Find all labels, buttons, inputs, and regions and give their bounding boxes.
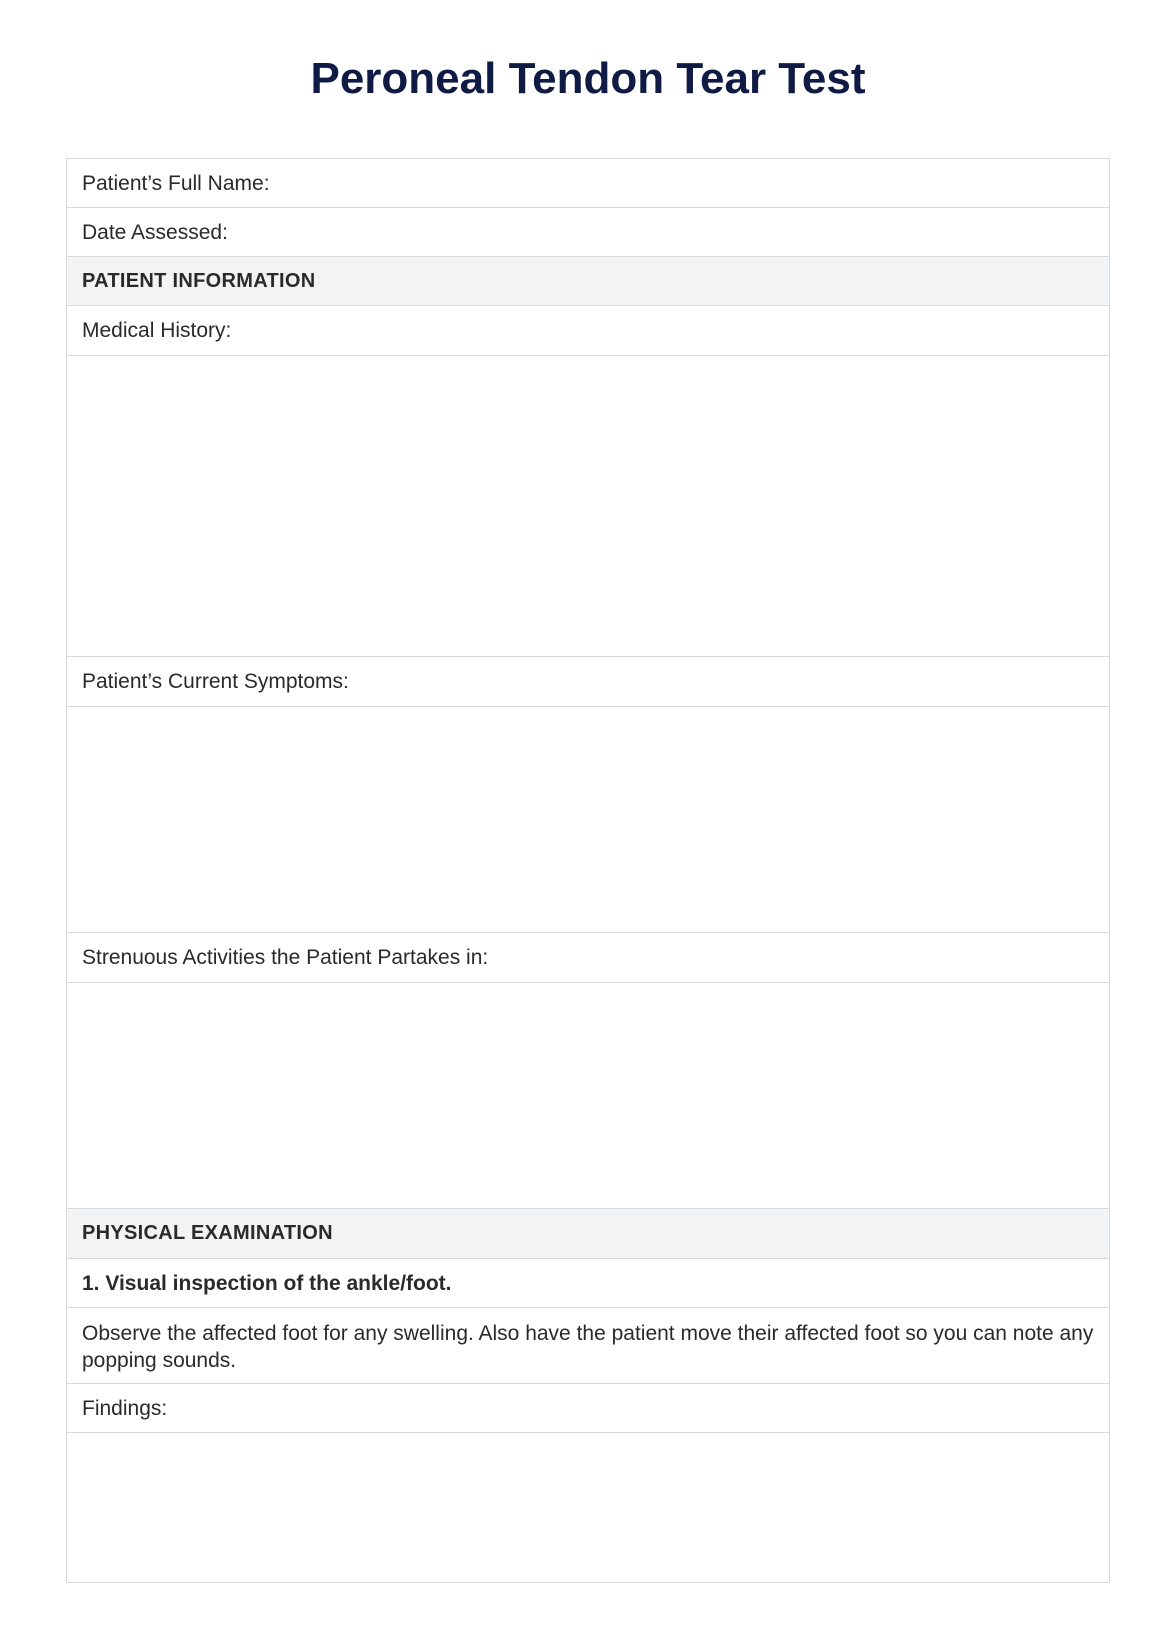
section-title: PHYSICAL EXAMINATION — [82, 1222, 333, 1244]
full-name-field[interactable] — [67, 159, 1109, 208]
exam-instructions-row — [67, 1308, 1109, 1384]
assessment-form — [66, 158, 1110, 1583]
medical-history-input-area[interactable] — [67, 356, 1109, 657]
exam-instructions: Observe the affected foot for any swelling. Also have the patient move their affected foot so you can note any popping sounds. — [82, 1321, 1094, 1372]
findings-input-area[interactable] — [67, 1433, 1109, 1582]
section-header-physical-examination — [67, 1209, 1109, 1259]
section-header-patient-information — [67, 257, 1109, 306]
current-symptoms-label: Patient’s Current Symptoms: — [82, 670, 349, 693]
medical-history-label-row — [67, 306, 1109, 356]
exam-step-title-row — [67, 1259, 1109, 1308]
exam-step-title: 1. Visual inspection of the ankle/foot. — [82, 1271, 452, 1295]
findings-label: Findings: — [82, 1396, 168, 1420]
findings-label-row — [67, 1384, 1109, 1433]
strenuous-activities-input-area[interactable] — [67, 983, 1109, 1209]
strenuous-activities-label: Strenuous Activities the Patient Partakes in: — [82, 946, 489, 969]
medical-history-label: Medical History: — [82, 319, 232, 342]
date-assessed-field[interactable] — [67, 208, 1109, 257]
strenuous-activities-label-row — [67, 933, 1109, 983]
full-name-label: Patient’s Full Name: — [82, 171, 270, 195]
page-title: Peroneal Tendon Tear Test — [310, 54, 866, 103]
current-symptoms-input-area[interactable] — [67, 707, 1109, 933]
section-title: PATIENT INFORMATION — [82, 269, 316, 292]
current-symptoms-label-row — [67, 657, 1109, 707]
date-assessed-label: Date Assessed: — [82, 220, 228, 244]
